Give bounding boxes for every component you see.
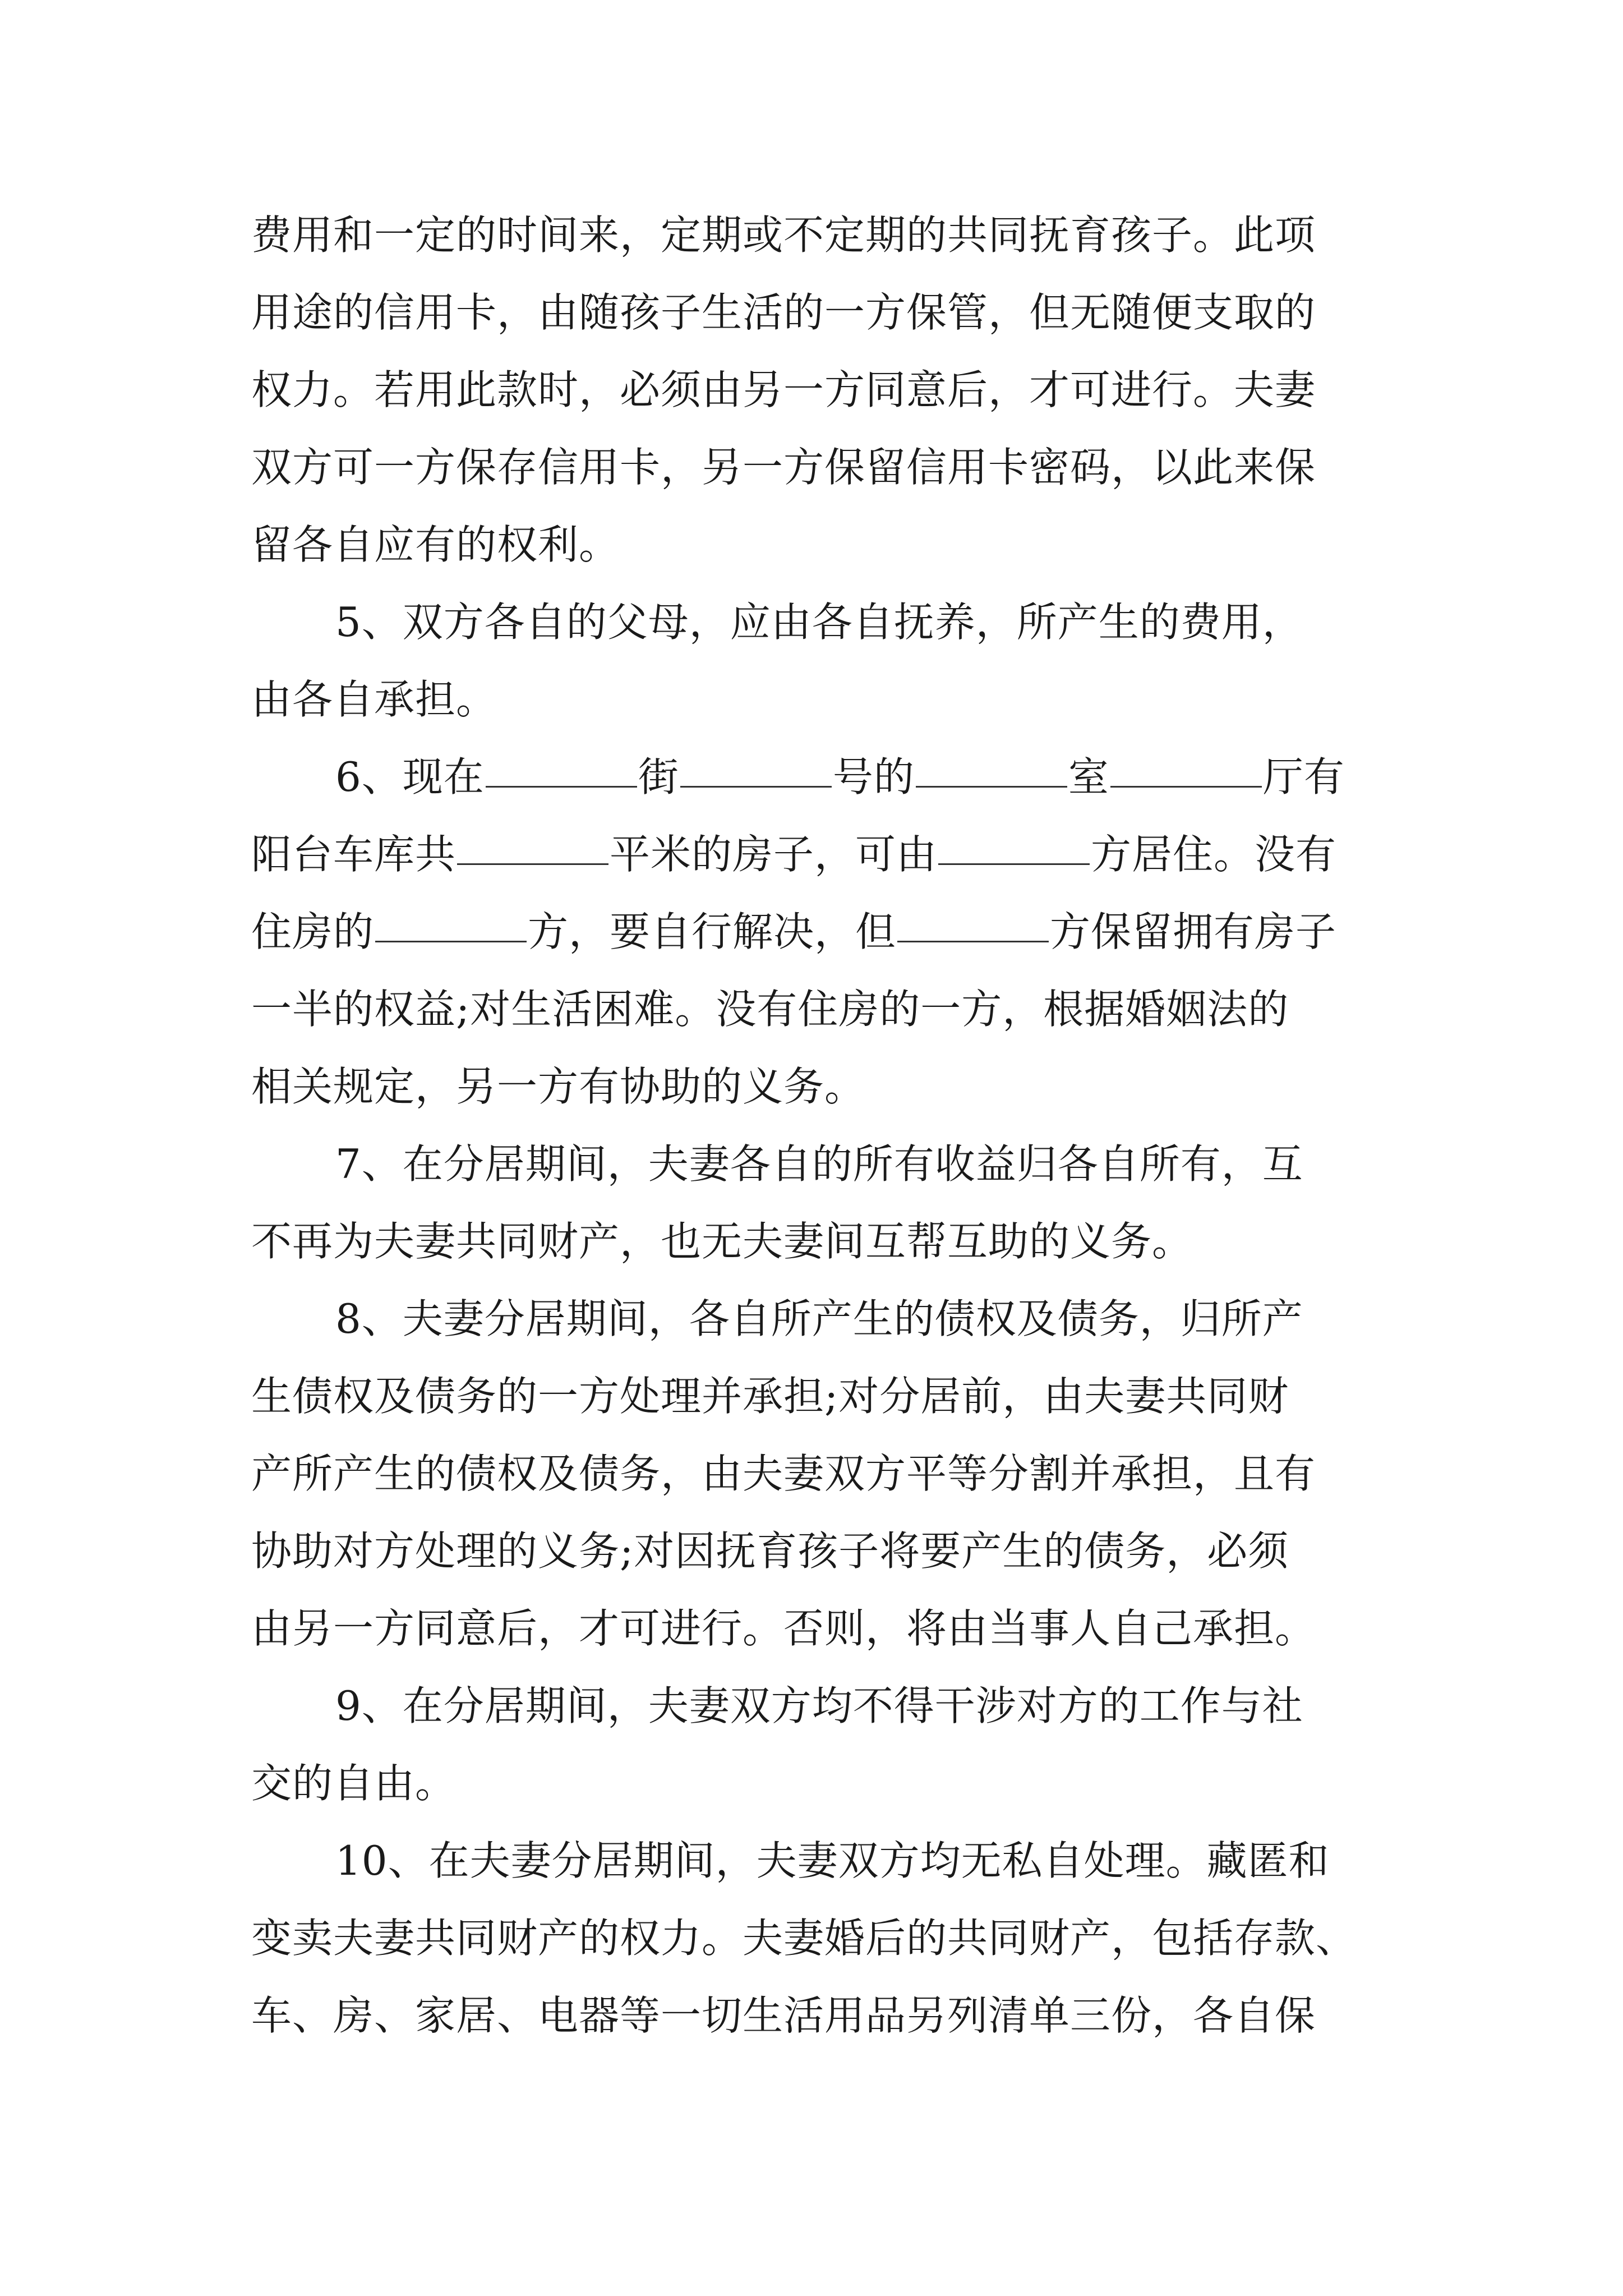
text-fragment: 厅有 xyxy=(1262,753,1345,800)
fill-in-blank[interactable] xyxy=(375,901,527,942)
clause-6-line-3 xyxy=(251,893,1390,970)
clause-6-line-4: 一半的权益;对生活困难。没有住房的一方，根据婚姻法的 xyxy=(251,986,1289,1033)
text-line: 双方可一方保存信用卡，另一方保留信用卡密码，以此来保 xyxy=(251,444,1316,491)
clause-8-line-4: 协助对方处理的义务;对因抚育孩子将要产生的债务，必须 xyxy=(251,1527,1289,1575)
text-fragment: 街 xyxy=(638,753,679,800)
clause-10-line-3: 车、房、家居、电器等一切生活用品另列清单三份，各自保 xyxy=(251,1992,1316,2039)
clause-5-line-2: 由各自承担。 xyxy=(251,676,497,723)
clause-10-line-2: 变卖夫妻共同财产的权力。夫妻婚后的共同财产，包括存款、 xyxy=(251,1915,1357,1962)
clause-7-line-1: 7、在分居期间，夫妻各自的所有收益归各自所有，互 xyxy=(335,1140,1303,1188)
text-fragment: 方，要自行解决，但 xyxy=(528,908,897,955)
clause-8-line-2: 生债权及债务的一方处理并承担;对分居前，由夫妻共同财 xyxy=(251,1373,1289,1420)
clause-10-line-1: 10、在夫妻分居期间，夫妻双方均无私自处理。藏匿和 xyxy=(335,1837,1330,1884)
clause-8-line-1: 8、夫妻分居期间，各自所产生的债权及债务，归所产 xyxy=(335,1295,1303,1342)
clause-9-line-1: 9、在分居期间，夫妻双方均不得干涉对方的工作与社 xyxy=(335,1682,1303,1729)
clause-7-line-2: 不再为夫妻共同财产，也无夫妻间互帮互助的义务。 xyxy=(251,1218,1193,1265)
fill-in-blank[interactable] xyxy=(916,747,1067,788)
text-fragment: 6、现在 xyxy=(335,753,485,800)
fill-in-blank[interactable] xyxy=(1110,747,1262,788)
clause-6-line-5: 相关规定，另一方有协助的义务。 xyxy=(251,1063,866,1110)
text-fragment: 阳台车库共 xyxy=(251,831,457,878)
text-fragment: 方保留拥有房子 xyxy=(1050,908,1337,955)
fill-in-blank[interactable] xyxy=(680,747,832,788)
fill-in-blank[interactable] xyxy=(938,824,1090,865)
text-fragment: 住房的 xyxy=(251,908,375,955)
clause-9-line-2: 交的自由。 xyxy=(251,1760,457,1807)
text-fragment: 室 xyxy=(1068,753,1109,800)
clause-6-line-1 xyxy=(251,738,1390,816)
text-fragment: 平米的房子，可由 xyxy=(610,831,938,878)
fill-in-blank[interactable] xyxy=(457,824,608,865)
clause-8-line-3: 产所产生的债权及债务，由夫妻双方平等分割并承担，且有 xyxy=(251,1450,1316,1497)
text-line: 权力。若用此款时，必须由另一方同意后，才可进行。夫妻 xyxy=(251,366,1316,413)
text-line: 留各自应有的权利。 xyxy=(251,521,620,568)
fill-in-blank[interactable] xyxy=(486,747,637,788)
clause-5-line-1: 5、双方各自的父母，应由各自抚养，所产生的费用， xyxy=(335,599,1303,646)
text-line: 用途的信用卡，由随孩子生活的一方保管，但无随便支取的 xyxy=(251,289,1316,336)
fill-in-blank[interactable] xyxy=(897,901,1049,942)
clause-6-line-2 xyxy=(251,816,1390,893)
text-line: 费用和一定的时间来，定期或不定期的共同抚育孩子。此项 xyxy=(251,211,1316,259)
clause-8-line-5: 由另一方同意后，才可进行。否则，将由当事人自己承担。 xyxy=(251,1605,1316,1652)
text-fragment: 方居住。没有 xyxy=(1091,831,1337,878)
text-fragment: 号的 xyxy=(832,753,915,800)
document-body xyxy=(251,196,1390,2054)
